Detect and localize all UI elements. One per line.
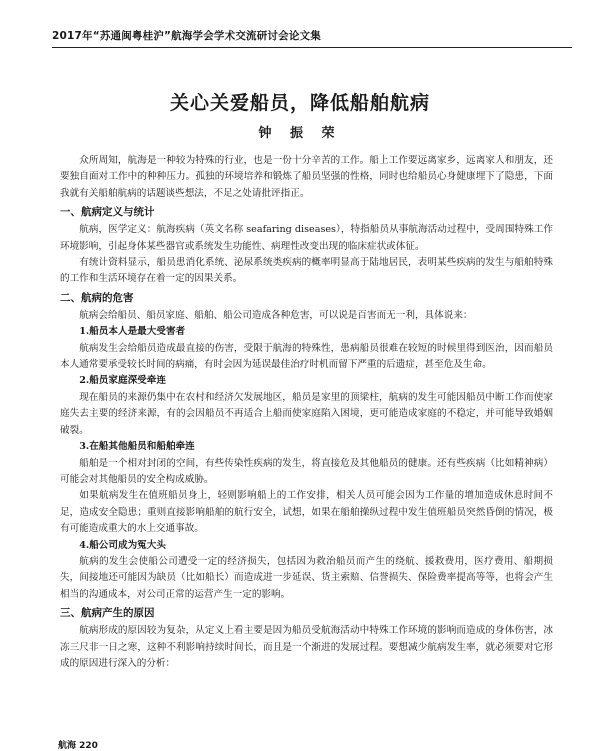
- subheading-3: 3.在船其他船员和船舶牵连: [79, 441, 195, 453]
- section-heading-1: 一、航病定义与统计: [60, 206, 155, 219]
- section1-paragraph-2: 有统计资料显示，船员患消化系统、泌尿系统类疾病的概率明显高于陆地居民，表明某些疾病的发生与船舶特殊的工作和生活环境存在着一定的因果关系。: [60, 257, 553, 285]
- page-footer: 航海 220: [58, 741, 98, 751]
- section1-paragraph-1: 航病，医学定义：航海疾病（英文名称 seafaring diseases），特指船员从事航海活动过程中，受周围特殊工作环境影响，引起身体某些器官或系统发生功能性、病理性改变出现的临床症状或体征。: [60, 224, 553, 252]
- section3-paragraph-1: 航病形成的原因较为复杂，从定义上看主要是因为船员受航海活动中特殊工作环境的影响而造成的身体伤害，冰冻三尺非一日之寒，这种不利影响持续时间长，而且是一个渐进的发展过程。要想减少航病发生率，就必须要对它形成的原因进行深入的分析：: [60, 625, 553, 669]
- running-head: 2017年“苏通闽粤桂沪”航海学会学术交流研讨会论文集: [52, 28, 572, 48]
- item1-paragraph: 航病发生会给船员造成最直接的伤害，受限于航海的特殊性，患病船员很难在较短的时候里得到医治，因而船员本人通常要承受较长时间的病痛，有时会因为延误最佳治疗时机而留下严重的后遗症，甚至危及生命。: [60, 342, 553, 371]
- item3-paragraph-2: 如果航病发生在值班船员身上，轻则影响船上的工作安排，相关人员可能会因为工作量的增加造成休息时间不足，造成安全隐患；重则直接影响船舶的航行安全，试想，如果在船舶操纵过程中发生值班船员突然昏倒的情况，极有可能造成重大的水上交通事故。: [60, 490, 553, 535]
- section2-intro: 航病会给船员、船员家庭、船舶、船公司造成各种危害，可以说是百害而无一利，具体说来：: [79, 309, 473, 321]
- article-body: [60, 153, 553, 672]
- item2-paragraph: 现在船员的来源仍集中在农村和经济欠发展地区，船员是家里的顶梁柱，航病的发生可能因船员中断工作而使家庭失去主要的经济来源，有的会因船员不再适合上船而使家庭陷入困境，更可能造成家庭的不稳定，并可能导致婚姻破裂。: [60, 391, 553, 436]
- section-heading-2: 二、航病的危害: [60, 291, 134, 304]
- item3-paragraph-1: 船舶是一个相对封闭的空间，有些传染性疾病的发生，将直接危及其他船员的健康。还有些疾病（比如精神病）可能会对其他船员的安全构成威胁。: [60, 457, 553, 485]
- page-title: 关心关爱船员，降低船舶航病: [169, 92, 430, 114]
- author: 钟 振 荣: [258, 126, 342, 141]
- subheading-4: 4.船公司成为冤大头: [79, 539, 166, 551]
- intro-paragraph: 众所周知，航海是一种较为特殊的行业，也是一份十分辛苦的工作。船上工作要远离家乡，远离家人和朋友，还要独自面对工作中的种种压力。孤独的环境培养和锻炼了船员坚强的性格，同时也给船员心身健康埋下了隐患，下面我就有关船舶航病的话题谈些想法，不足之处请批评指正。: [60, 155, 553, 199]
- section-heading-3: 三、航病产生的原因: [60, 607, 155, 620]
- item4-paragraph: 航病的发生会使船公司遭受一定的经济损失，包括因为救治船员而产生的绕航、援救费用，医疗费用、船期损失，间接地还可能因为缺员（比如船长）而造成进一步延误、货主索赔、信誉损失、保险费率提高等等，也将会产生相当的沟通成本，对公司正常的运营产生一定的影响。: [60, 555, 553, 600]
- subheading-1: 1.船员本人是最大受害者: [79, 326, 186, 338]
- subheading-2: 2.船员家庭深受牵连: [79, 375, 166, 387]
